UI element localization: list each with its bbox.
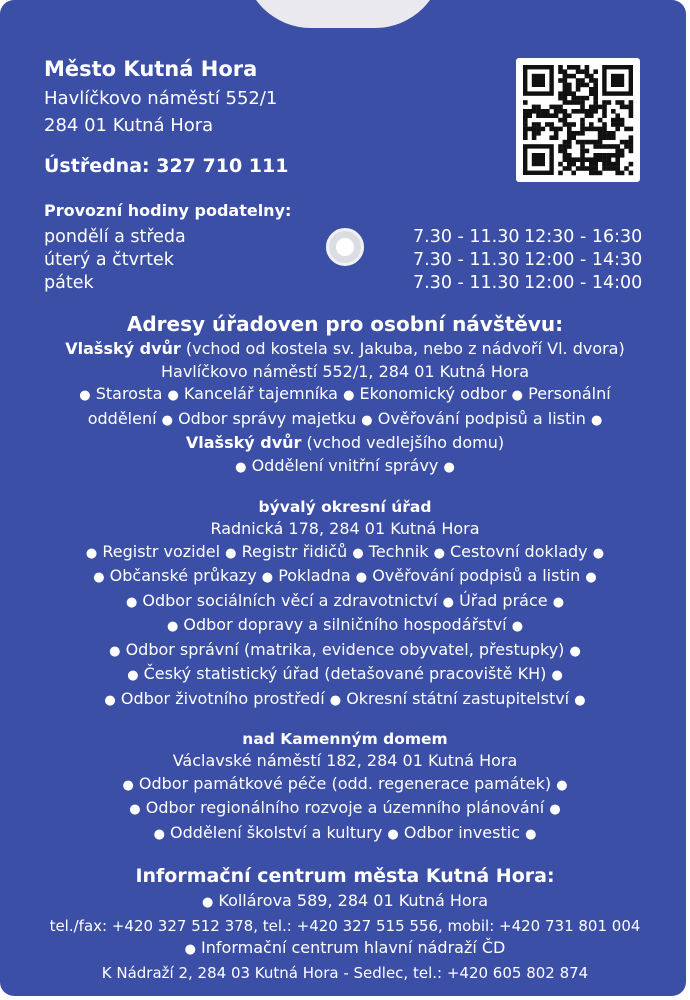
bullet-dot-icon (549, 802, 560, 817)
dept-line (12, 408, 678, 433)
bullet-dot-icon (225, 546, 236, 561)
bullet-dot-icon (553, 595, 564, 610)
station-name: Informační centrum hlavní nádraží ČD (201, 938, 506, 957)
dept-line (12, 822, 678, 847)
department-name: Personální (528, 384, 611, 403)
dept-line (12, 639, 678, 664)
dept-line (12, 663, 678, 688)
hours-day: pondělí a středa (44, 227, 186, 247)
bullet-dot-icon (202, 895, 213, 910)
department-name: Technik (368, 541, 429, 561)
department-name: Ekonomický odbor (359, 384, 507, 403)
department-name: Odbor správy majetku (178, 408, 357, 428)
dept-line (12, 541, 678, 566)
department-name: Registr řidičů (241, 541, 348, 561)
station-name-line (12, 937, 678, 962)
offices-title: Adresy úřadoven pro osobní návštěvu: (126, 312, 564, 336)
department-name: Občanské průkazy (109, 566, 257, 585)
hours-afternoon: 12:00 - 14:00 (524, 273, 643, 293)
dept-line (12, 614, 678, 639)
vlassky-entrance: (vchod od kostela sv. Jakuba, nebo z nádvoří Vl. dvora) (180, 339, 625, 358)
bullet-dot-icon (122, 778, 133, 793)
bullet-dot-icon (154, 827, 165, 842)
bullet-dot-icon (79, 388, 90, 403)
bullet-dot-icon (443, 595, 454, 610)
hours-row (44, 227, 644, 251)
department-name: Odbor regionálního rozvoje a územního plánování (145, 798, 545, 817)
station-address: K Nádraží 2, 284 03 Kutná Hora - Sedlec, tel.: +420 605 802 874 (101, 963, 589, 982)
bullet-dot-icon (343, 388, 354, 403)
department-name: Kancelář tajemníka (183, 384, 338, 403)
info-center-address-line (12, 890, 678, 915)
info-center-address: Kollárova 589, 284 01 Kutná Hora (218, 891, 489, 910)
department-name: oddělení (87, 408, 157, 428)
org-name: Město Kutná Hora (44, 57, 258, 81)
bullet-dot-icon (512, 619, 523, 634)
hours-title: Provozní hodiny podatelny: (44, 201, 292, 220)
bullet-dot-icon (330, 693, 341, 708)
bullet-dot-icon (104, 693, 115, 708)
hours-morning: 7.30 - 11.30 (413, 227, 520, 247)
bullet-dot-icon (361, 413, 372, 428)
hours-day: pátek (44, 273, 94, 293)
info-center-title: Informační centrum města Kutná Hora: (135, 865, 555, 887)
bullet-dot-icon (167, 619, 178, 634)
bullet-dot-icon (126, 595, 137, 610)
address-line2: 284 01 Kutná Hora (44, 115, 214, 136)
bullet-dot-icon (109, 644, 120, 659)
district-address: Radnická 178, 284 01 Kutná Hora (210, 519, 480, 538)
dept-line (12, 590, 678, 615)
bullet-dot-icon (127, 668, 138, 683)
department-name: Ověřování podpisů a listin (377, 408, 586, 428)
offices-section (12, 310, 678, 479)
vlassky-name: Vlašský dvůr (65, 339, 181, 358)
department-name: Odbor sociálních věcí a zdravotnictví (142, 590, 438, 610)
bullet-dot-icon (235, 460, 246, 475)
department-name: Oddělení vnitřní správy (251, 455, 439, 475)
bullet-dot-icon (525, 827, 536, 842)
department-name: Odbor správní (matrika, evidence obyvatel, přestupky) (125, 639, 565, 659)
address-line1: Havlíčkovo náměstí 552/1 (44, 88, 278, 109)
bullet-dot-icon (551, 668, 562, 683)
dept-line (12, 383, 678, 408)
dept-line (12, 797, 678, 822)
kamenny-address: Václavské náměstí 182, 284 01 Kutná Hora (172, 751, 518, 770)
bullet-dot-icon (574, 693, 585, 708)
bullet-dot-icon (86, 546, 97, 561)
bullet-dot-icon (162, 413, 173, 428)
hours-row (44, 273, 644, 297)
vlassky-header (12, 338, 678, 361)
bullet-dot-icon (185, 942, 196, 957)
switchboard-phone: Ústředna: 327 710 111 (44, 155, 289, 177)
bullet-dot-icon (570, 644, 581, 659)
department-name: Ověřování podpisů a listin (372, 566, 581, 585)
bullet-dot-icon (356, 570, 367, 585)
department-name: Odbor památkové péče (odd. regenerace památek) (138, 773, 552, 793)
bullet-dot-icon (556, 778, 567, 793)
department-name: Oddělení školství a kultury (170, 822, 383, 842)
bullet-dot-icon (444, 460, 455, 475)
vlassky-address: Havlíčkovo náměstí 552/1, 284 01 Kutná Hora (160, 361, 530, 381)
district-section (12, 496, 678, 712)
department-name: Odbor dopravy a silničního hospodářství (183, 615, 507, 634)
department-name: Cestovní doklady (450, 541, 588, 561)
department-name: Český statistický úřad (detašované pracoviště KH) (143, 664, 547, 683)
bullet-dot-icon (93, 570, 104, 585)
qr-code-icon[interactable] (516, 58, 640, 182)
bullet-dot-icon (387, 827, 398, 842)
department-name: Starosta (95, 384, 163, 403)
info-center-section (12, 862, 678, 984)
bullet-dot-icon (262, 570, 273, 585)
bullet-dot-icon (591, 413, 602, 428)
department-name: Odbor životního prostředí (120, 688, 325, 708)
dept-line (12, 565, 678, 590)
department-name: Pokladna (278, 566, 351, 585)
hours-day: úterý a čtvrtek (44, 250, 174, 270)
hanger-notch (243, 0, 443, 28)
bullet-dot-icon (593, 546, 604, 561)
vlassky-side-header (12, 432, 678, 455)
bullet-dot-icon (352, 546, 363, 561)
hours-row (44, 250, 644, 274)
hours-afternoon: 12:00 - 14:30 (524, 250, 643, 270)
dept-line (12, 773, 678, 798)
bullet-dot-icon (434, 546, 445, 561)
dept-line (12, 688, 678, 713)
info-center-contacts: tel./fax: +420 327 512 378, tel.: +420 327 515 556, mobil: +420 731 801 004 (49, 916, 641, 935)
kamenny-title: nad Kamenným domem (242, 730, 448, 748)
dept-line (12, 455, 678, 480)
hours-afternoon: 12:30 - 16:30 (524, 227, 643, 247)
bullet-dot-icon (585, 570, 596, 585)
district-title: bývalý okresní úřad (258, 498, 432, 516)
bullet-dot-icon (129, 802, 140, 817)
kamenny-section (12, 728, 678, 846)
vlassky-side-entrance: (vchod vedlejšího domu) (301, 433, 505, 452)
department-name: Úřad práce (459, 590, 548, 610)
bullet-dot-icon (512, 388, 523, 403)
department-name: Registr vozidel (102, 541, 221, 561)
bullet-dot-icon (167, 388, 178, 403)
department-name: Odbor investic (403, 822, 520, 842)
vlassky-side-name: Vlašský dvůr (185, 433, 302, 452)
hours-morning: 7.30 - 11.30 (413, 273, 520, 293)
department-name: Okresní státní zastupitelství (346, 688, 570, 708)
hours-morning: 7.30 - 11.30 (413, 250, 520, 270)
